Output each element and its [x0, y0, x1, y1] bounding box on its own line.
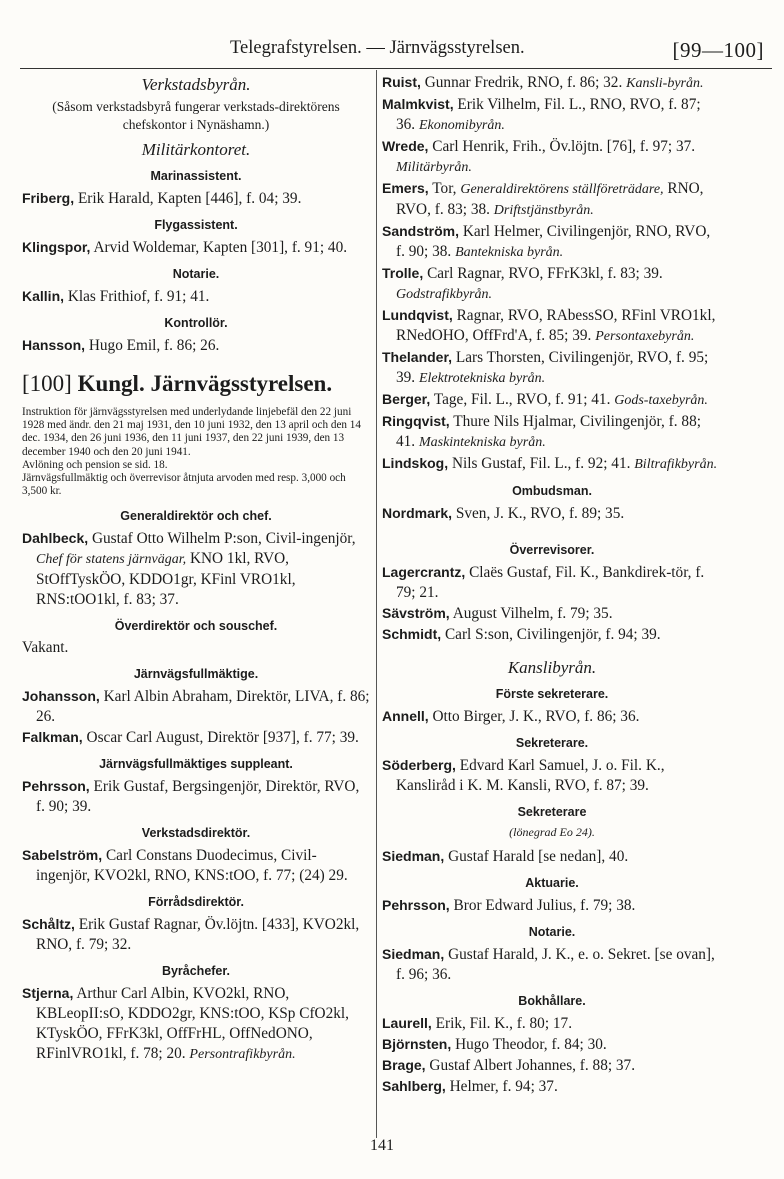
- entry-schmidt: Schmidt, Carl S:son, Civilingenjör, f. 94; 39.: [382, 626, 661, 643]
- heading-sekreterare-2: Sekreterare: [517, 805, 587, 819]
- entry-soderberg: Söderberg, Edvard Karl Samuel, J. o. Fil. K., Kansliråd i K. M. Kansli, RVO, f. 87; 39.: [382, 757, 665, 794]
- entry-stjerna: Stjerna, Arthur Carl Albin, KVO2kl, RNO, KBLeopII:sO, KDDO2gr, KNS:tOO, KSp CfO2kl, KTyskÖO, FFrK3kl, OffFrHL, OffNedONO, RFinlVRO1kl, f. 78; 20. Persontrafikbyrån.: [22, 985, 349, 1063]
- entry-bjornsten: Björnsten, Hugo Theodor, f. 84; 30.: [382, 1036, 607, 1053]
- header-page-numbers: [99—100]: [672, 38, 764, 62]
- entry-sandstrom: Sandström, Karl Helmer, Civilingenjör, RNO, RVO, f. 90; 38. Bantekniska byrån.: [382, 223, 711, 260]
- entry-brage: Brage, Gustaf Albert Johannes, f. 88; 37.: [382, 1057, 636, 1074]
- entry-emers: Emers, Tor, Generaldirektörens ställföreträdare, RNO, RVO, f. 83; 38. Driftstjänstbyrån.: [382, 180, 704, 218]
- heading-bokhallare: Bokhållare.: [518, 994, 586, 1008]
- vakant: Vakant.: [22, 639, 69, 657]
- heading-notarie-right: Notarie.: [528, 925, 576, 939]
- right-column: [382, 72, 722, 1097]
- left-column: [22, 72, 370, 1065]
- heading-marinassistent: Marinassistent.: [150, 169, 242, 183]
- heading-notarie: Notarie.: [172, 267, 220, 281]
- heading-suppleant: Järnvägsfullmäktiges suppleant.: [99, 757, 293, 772]
- entry-dahlbeck: Dahlbeck, Gustaf Otto Wilhelm P:son, Civil-ingenjör, Chef för statens järnvägar, KNO 1kl, RVO, StOffTyskÖO, KDDO1gr, KFinl VRO1kl, RNS:tOO1kl, f. 83; 37.: [22, 530, 356, 609]
- entry-hansson: Hansson, Hugo Emil, f. 86; 26.: [22, 337, 220, 354]
- heading-flygassistent: Flygassistent.: [154, 218, 238, 232]
- header-title: Telegrafstyrelsen. — Järnvägsstyrelsen.: [230, 38, 525, 58]
- entry-ringqvist: Ringqvist, Thure Nils Hjalmar, Civilingenjör, f. 88; 41. Maskintekniska byrån.: [382, 413, 701, 450]
- entry-lagercrantz: Lagercrantz, Claës Gustaf, Fil. K., Bankdirek-tör, f. 79; 21.: [382, 564, 705, 601]
- entry-malmkvist: Malmkvist, Erik Vilhelm, Fil. L., RNO, RVO, f. 87; 36. Ekonomibyrån.: [382, 96, 701, 133]
- section-title-militarkontoret: Militärkontoret.: [141, 140, 251, 159]
- entry-siedman-1: Siedman, Gustaf Harald [se nedan], 40.: [382, 848, 629, 865]
- entry-schaltz: Schåltz, Erik Gustaf Ragnar, Öv.löjtn. [433], KVO2kl, RNO, f. 79; 32.: [22, 916, 360, 954]
- section-title-verkstadsbyran: Verkstadsbyrån.: [141, 75, 251, 94]
- heading-verkstadsdirektor: Verkstadsdirektör.: [141, 826, 251, 841]
- verkstadsbyran-note: (Såsom verkstadsbyrå fungerar verkstads-direktörens chefskontor i Nynäshamn.): [52, 99, 340, 132]
- heading-overrevisorer: Överrevisorer.: [509, 543, 595, 557]
- sekreterare-lonegrad-note: (lönegrad Eo 24).: [509, 825, 595, 839]
- entry-savstrom: Sävström, August Vilhelm, f. 79; 35.: [382, 605, 613, 622]
- heading-kungl-jarnvagsstyrelsen: [100] Kungl. Järnvägsstyrelsen.: [22, 371, 333, 396]
- entry-sahlberg: Sahlberg, Helmer, f. 94; 37.: [382, 1078, 558, 1095]
- heading-overdirektor: Överdirektör och souschef.: [114, 619, 278, 634]
- entry-johansson: Johansson, Karl Albin Abraham, Direktör, LIVA, f. 86; 26.: [22, 688, 370, 726]
- entry-sabelstrom: Sabelström, Carl Constans Duodecimus, Civil-ingenjör, KVO2kl, RNO, KNS:tOO, f. 77; (24) 29.: [22, 847, 348, 885]
- heading-generaldirektor: Generaldirektör och chef.: [120, 509, 272, 524]
- heading-byrachefer: Byråchefer.: [161, 964, 231, 979]
- entry-trolle: Trolle, Carl Ragnar, RVO, FFrK3kl, f. 83; 39. Godstrafikbyrån.: [382, 265, 663, 302]
- section-title-kanslibyran: Kanslibyrån.: [507, 658, 597, 677]
- entry-wrede: Wrede, Carl Henrik, Frih., Öv.löjtn. [76], f. 97; 37. Militärbyrån.: [382, 138, 696, 175]
- entry-annell: Annell, Otto Birger, J. K., RVO, f. 86; 36.: [382, 708, 640, 725]
- heading-sekreterare: Sekreterare.: [515, 736, 589, 750]
- entry-kallin: Kallin, Klas Frithiof, f. 91; 41.: [22, 288, 210, 305]
- instruction-note: Instruktion för järnvägsstyrelsen med underlydande linjebefäl den 22 juni 1928 med ändr. den 21 maj 1931, den 10 juni 1932, den 13 april och den 14 dec. 1934, den 26 juni 1936, den 11 juni 1937, den 22 juni 1939, den 13 december 1940 och den 20 juni 1941. Avlöning och pension se sid. 18. Järnvägsfullmäktig och överrevisor åtnjuta arvoden med resp. 3,000 och 3,500 kr.: [22, 406, 361, 498]
- entry-klingspor: Klingspor, Arvid Woldemar, Kapten [301], f. 91; 40.: [22, 239, 348, 256]
- page-number: 141: [370, 1137, 394, 1154]
- entry-friberg: Friberg, Erik Harald, Kapten [446], f. 04; 39.: [22, 190, 302, 207]
- entry-siedman-2: Siedman, Gustaf Harald, J. K., e. o. Sekret. [se ovan], f. 96; 36.: [382, 946, 715, 983]
- heading-kontrollor: Kontrollör.: [164, 316, 228, 330]
- heading-aktuarie: Aktuarie.: [525, 876, 579, 890]
- heading-forste-sekreterare: Förste sekreterare.: [495, 687, 609, 701]
- entry-ruist: Ruist, Gunnar Fredrik, RNO, f. 86; 32. Kansli-byrån.: [382, 74, 704, 91]
- heading-forradsdirektor: Förrådsdirektör.: [148, 895, 244, 910]
- heading-ombudsman: Ombudsman.: [512, 484, 592, 498]
- heading-jarnvagsfullmaktige: Järnvägsfullmäktige.: [133, 667, 259, 682]
- entry-nordmark: Nordmark, Sven, J. K., RVO, f. 89; 35.: [382, 505, 625, 522]
- running-header: [20, 38, 772, 69]
- entry-laurell: Laurell, Erik, Fil. K., f. 80; 17.: [382, 1015, 573, 1032]
- entry-lindskog: Lindskog, Nils Gustaf, Fil. L., f. 92; 41. Biltrafikbyrån.: [382, 455, 718, 472]
- entry-lundqvist: Lundqvist, Ragnar, RVO, RAbessSO, RFinl VRO1kl, RNedOHO, OffFrd'A, f. 85; 39. Persontaxebyrån.: [382, 307, 716, 344]
- column-divider: [376, 70, 377, 1138]
- entry-berger: Berger, Tage, Fil. L., RVO, f. 91; 41. Gods-taxebyrån.: [382, 391, 708, 408]
- entry-pehrsson-bror: Pehrsson, Bror Edward Julius, f. 79; 38.: [382, 897, 636, 914]
- entry-falkman: Falkman, Oscar Carl August, Direktör [937], f. 77; 39.: [22, 729, 359, 747]
- entry-pehrsson-erik: Pehrsson, Erik Gustaf, Bergsingenjör, Direktör, RVO, f. 90; 39.: [22, 778, 360, 816]
- entry-thelander: Thelander, Lars Thorsten, Civilingenjör, RVO, f. 95; 39. Elektrotekniska byrån.: [382, 349, 709, 386]
